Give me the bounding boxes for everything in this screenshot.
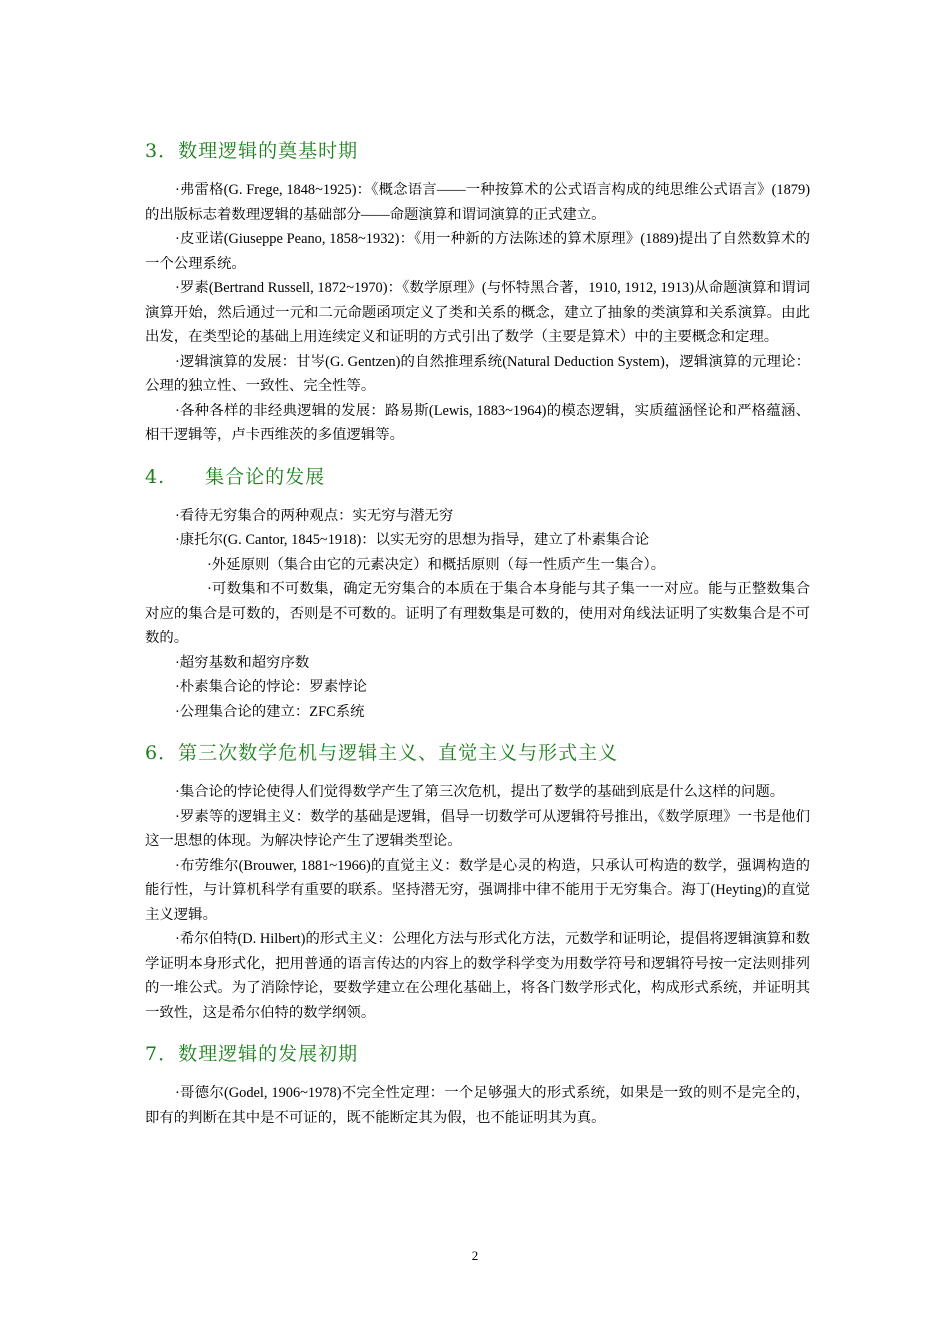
- paragraph: ·罗素等的逻辑主义：数学的基础是逻辑，倡导一切数学可从逻辑符号推出，《数学原理》一书是他们这一思想的体现。为解决悖论产生了逻辑类型论。: [145, 808, 810, 849]
- section-third-crisis: [145, 738, 810, 1025]
- page-content: [145, 136, 810, 1144]
- paragraph: ·罗素(Bertrand Russell, 1872~1970)：《数学原理》(与怀特黑合著，1910, 1912, 1913)从命题演算和谓词演算开始，然后通过一元和二元命题函项定义了类和关系的概念，建立了抽象的类演算和关系演算。由此出发，在类型论的基础上用连续定义和证明的方式引出了数学（主要是算术）中的主要概念和定理。: [145, 280, 810, 345]
- section-heading: 7．数理逻辑的发展初期: [145, 1043, 359, 1065]
- section-heading: 6．第三次数学危机与逻辑主义、直觉主义与形式主义: [145, 742, 619, 764]
- paragraph: ·外延原则（集合由它的元素决定）和概括原则（每一性质产生一集合）。: [207, 556, 666, 573]
- paragraph: ·可数集和不可数集，确定无穷集合的本质在于集合本身能与其子集一一对应。能与正整数集合对应的集合是可数的，否则是不可数的。证明了有理数集是可数的，使用对角线法证明了实数集合是不可数的。: [145, 581, 810, 646]
- paragraph: ·集合论的悖论使得人们觉得数学产生了第三次危机，提出了数学的基础到底是什么这样的问题。: [175, 784, 785, 800]
- paragraph: ·弗雷格(G. Frege, 1848~1925)：《概念语言——一种按算术的公式语言构成的纯思维公式语言》(1879)的出版标志着数理逻辑的基础部分——命题演算和谓词演算的正式建立。: [145, 182, 810, 223]
- section-early-development: [145, 1039, 810, 1130]
- section-foundation-period: [145, 136, 810, 448]
- paragraph: ·看待无穷集合的两种观点：实无穷与潜无穷: [175, 507, 454, 524]
- page-number: 2: [471, 1248, 479, 1263]
- paragraph: ·超穷基数和超穷序数: [175, 654, 310, 671]
- paragraph: ·希尔伯特(D. Hilbert)的形式主义：公理化方法与形式化方法，元数学和证明论，提倡将逻辑演算和数学证明本身形式化，把用普通的语言传达的内容上的数学科学变为用数学符号和逻辑符号按一定法则排列的一堆公式。为了消除悖论，要数学建立在公理化基础上，将各门数学形式化，构成形式系统，并证明其一致性，这是希尔伯特的数学纲领。: [145, 931, 810, 1021]
- section-heading: 4. 集合论的发展: [145, 465, 326, 488]
- paragraph: ·康托尔(G. Cantor, 1845~1918)：以实无穷的思想为指导，建立了朴素集合论: [175, 532, 650, 548]
- section-set-theory: [145, 462, 810, 725]
- paragraph: ·逻辑演算的发展：甘岑(G. Gentzen)的自然推理系统(Natural Deduction System)，逻辑演算的元理论：公理的独立性、一致性、完全性等。: [145, 353, 810, 394]
- paragraph: ·哥德尔(Godel, 1906~1978)不完全性定理：一个足够强大的形式系统，如果是一致的则不是完全的，即有的判断在其中是不可证的，既不能断定其为假，也不能证明其为真。: [145, 1085, 810, 1126]
- paragraph: ·布劳维尔(Brouwer, 1881~1966)的直觉主义：数学是心灵的构造，只承认可构造的数学，强调构造的能行性，与计算机科学有重要的联系。坚持潜无穷，强调排中律不能用于无穷集合。海丁(Heyting)的直觉主义逻辑。: [145, 857, 810, 923]
- paragraph: ·公理集合论的建立：ZFC系统: [175, 703, 365, 720]
- section-heading: 3．数理逻辑的奠基时期: [145, 140, 359, 162]
- paragraph: ·朴素集合论的悖论：罗素悖论: [175, 679, 367, 695]
- paragraph: ·各种各样的非经典逻辑的发展：路易斯(Lewis, 1883~1964)的模态逻辑，实质蕴涵怪论和严格蕴涵、相干逻辑等，卢卡西维茨的多值逻辑等。: [145, 402, 810, 443]
- paragraph: ·皮亚诺(Giuseppe Peano, 1858~1932)：《用一种新的方法陈述的算术原理》(1889)提出了自然数算术的一个公理系统。: [145, 231, 810, 272]
